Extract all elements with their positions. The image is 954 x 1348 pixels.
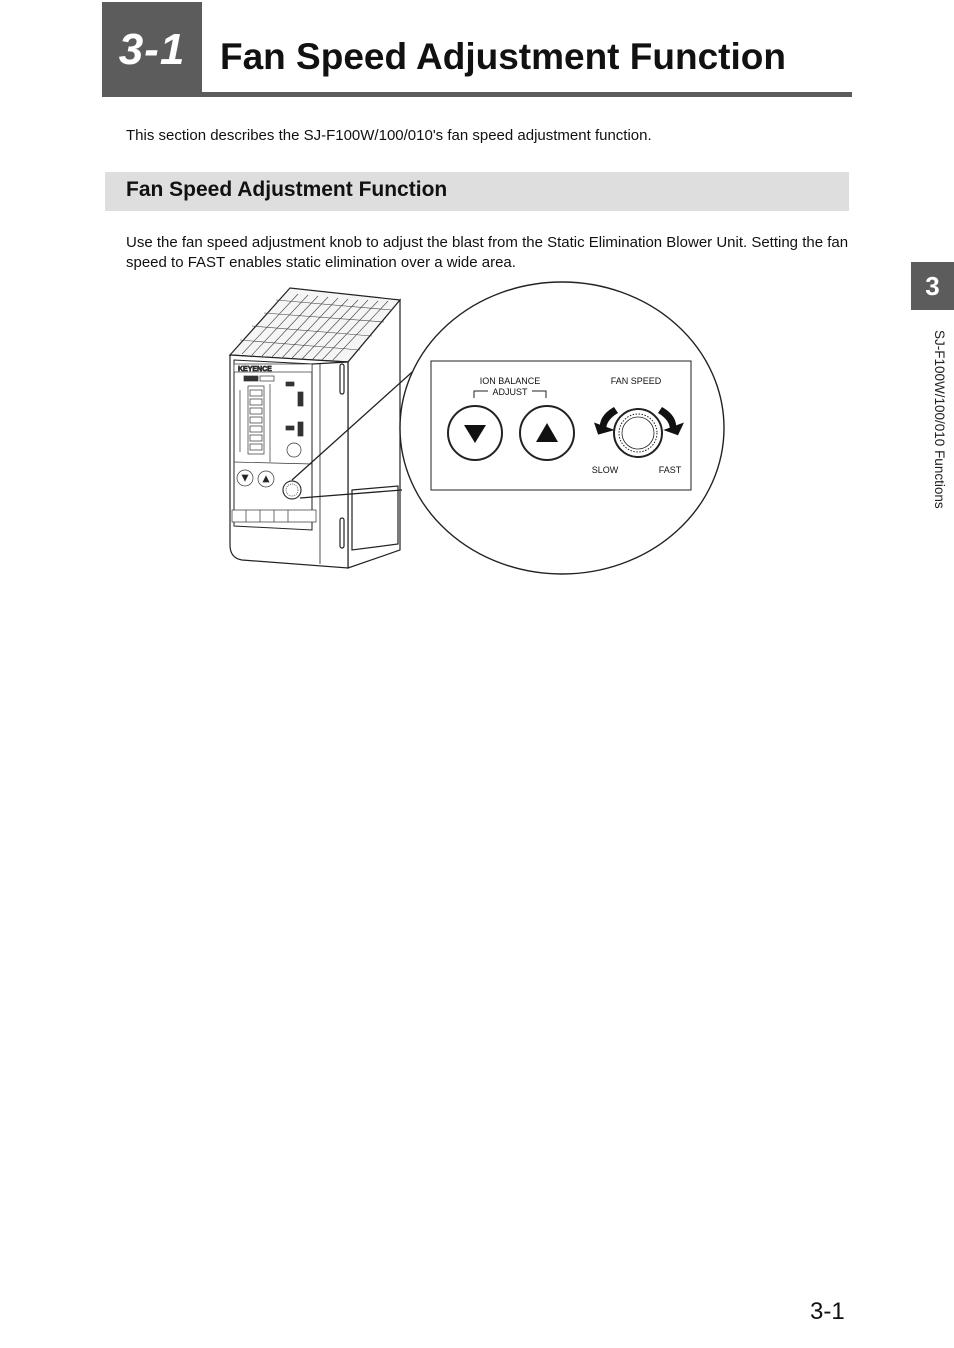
chapter-number-box [102,2,202,97]
ion-balance-up-button[interactable] [520,406,574,460]
slow-label: SLOW [591,465,619,475]
fast-label: FAST [658,465,682,475]
product-illustration [220,280,740,585]
section-body: Use the fan speed adjustment knob to adjust the blast from the Static Elimination Blower Unit. Setting the fan speed to FAST enables static elimination over a wide area. [126,234,849,271]
chapter-number: 3-1 [118,24,186,74]
section-heading-band [105,172,849,211]
ion-balance-adjust-label: ADJUST [492,387,528,397]
intro-text: This section describes the SJ-F100W/100/010's fan speed adjustment function. [126,127,652,144]
fan-speed-knob[interactable] [614,409,662,457]
side-chapter-label: SJ-F100W/100/010 Functions [932,330,947,509]
title-rule [102,92,852,97]
page-number: 3-1 [810,1298,845,1325]
ion-balance-down-button[interactable] [448,406,502,460]
section-heading: Fan Speed Adjustment Function [126,178,448,201]
ion-balance-label: ION BALANCE [479,376,541,386]
fan-speed-label: FAN SPEED [610,376,662,386]
product-figure [220,280,740,585]
page-title: Fan Speed Adjustment Function [220,36,786,77]
side-chapter-tab[interactable] [911,262,954,310]
side-tab-number: 3 [925,270,940,301]
device-brand-label: KEYENCE [238,366,272,373]
